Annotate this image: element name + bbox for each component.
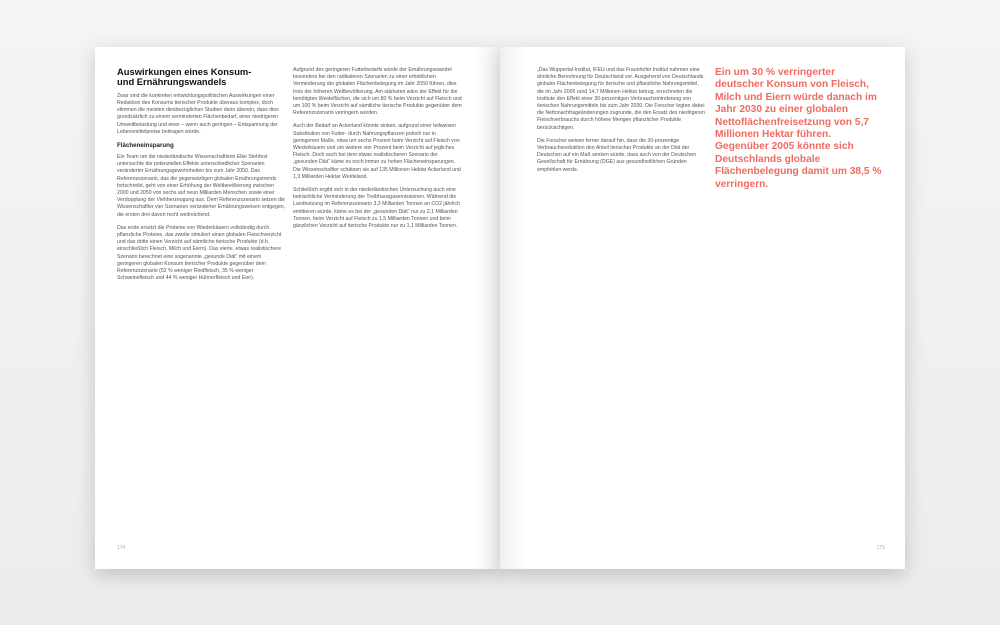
pull-quote: Ein um 30 % verringerter deutscher Konsum von Fleisch, Milch und Eiern würde danach im Jahr 2030 zu einer globalen Nettoflächenfreisetzung von 5,7 Millionen Hektar führen. Gegenüber 2005 könnte sich Deutschlands globale Flächenbelegung damit um 38,5 % verringern. [715, 67, 882, 190]
book-spread [95, 47, 905, 569]
page-number: 174 [117, 545, 126, 551]
gutter-shadow [500, 47, 528, 569]
paragraph: Auch der Bedarf an Ackerland könnte sinken, aufgrund einer teilweisen Substitution von Futter- durch Nahrungspflanzen jedoch nur in geringerem Maße, etwa um sechs Prozent beim Verzicht auf Fleisch von Wiederkäuern und um weitere vier Prozent beim Verzicht auf jegliches Fleisch. Doch auch bei dem etwas realistischeren Szenario der „gesunden Diät“ käme es noch immer zu hohen Flächeneinsparungen. Die Wissenschaftler schätzen sie auf 135 Millionen Hektar Ackerland und 1,3 Milliarden Hektar Weideland. [293, 123, 461, 180]
gutter-shadow [472, 47, 500, 569]
intro-paragraph: Zwar sind die konkreten entwicklungspolitischen Auswirkungen einer Reduktion des Konsums tierischer Produkte überaus komplex, doch stimmen die meisten diesbezüglichen Studien darin überein, dass dies grundsätzlich zu einem verminderten Flächenbedarf, einer niedrigeren Umweltbelastung und einer – wenn auch geringen – Entspannung der Lebensmittelpreise beitragen würde. [117, 92, 279, 135]
left-page [95, 47, 500, 569]
paragraph: „Das Wuppertal-Institut, IFEU und das Fraunhofer Institut nahmen eine ähnliche Berechnung für Deutschland vor. Ausgehend von Deutschlands globaler Flächenbelegung für tierische und pflanzliche Nahrungsmittel, die im Jahr 2005 rund 14,7 Millionen Hektar betrug, errechneten die Institute den Effekt einer 30-prozentigen Verbrauchsminderung von tierischen Nahrungsmitteln bis zum Jahr 2030. Die Forscher legten dabei die Nettonachfrageänderungen zugrunde, die den Ersatz des niedrigeren Fleischverbrauchs durch höhere Mengen pflanzlicher Produkte berücksichtigen. [537, 67, 705, 131]
left-column-2 [293, 67, 463, 236]
paragraph: Schließlich ergibt sich in der niederländischen Untersuchung auch eine beträchtliche Verminderung der Treibhausgasemissionen. Während die Landnutzung im Referenzszenario 3,3 Milliarden Tonnen an CO2 jährlich emittieren würde, käme es bei der „gesunden Diät“ nur zu 2,1 Milliarden Tonnen, beim Verzicht auf Fleisch zu 1,5 Milliarden Tonnen und beim gänzlichen Verzicht auf tierische Produkte nur zu 1,1 Milliarden Tonnen. [293, 187, 460, 230]
section-heading: Auswirkungen eines Konsum- und Ernährungswandels [117, 66, 252, 88]
page-number: 175 [876, 545, 885, 551]
right-column-2 [715, 67, 885, 197]
right-column-1 [537, 67, 707, 180]
left-column-1 [117, 67, 287, 288]
paragraph: Ein Team um die niederländische Wissenschaftlerin Elke Stehfest untersuchte die potenziellen Effekte unterschiedlicher Szenarien veränderter Ernährungsgewohnheiten bis zum Jahr 2050. Das Referenzszenario, das die gegenwärtigen globalen Ernährungstrends fortschreibt, geht von einer Erhöhung der Weltbevölkerung zwischen 2000 und 2050 von sechs auf neun Milliarden Menschen sowie einer Verdopplung der Viehherzeugung aus. Dem Referenzszenario setzen die Wissenschaftler vier Szenarien veränderter Ernährungsweisen entgegen, die ersten drei davon recht weitreichend. [117, 154, 286, 218]
paragraph: Die Forscher weisen ferner darauf hin, dass die 30-prozentige Verbrauchsreduktion den Anteil tierischer Produkte an der Diät der Deutschen auf ein Maß senken würde, dass auch von der Deutschen Gesellschaft für Ernährung (DGE) aus gesundheitlichen Gründen empfohlen werde. [537, 137, 696, 173]
paragraph: Das erste ersetzt die Proteine von Wiederkäuern vollständig durch pflanzliche Proteine, das zweite simuliert einen globalen Fleischverzicht und das dritte einen Verzicht auf sämtliche tierische Produkte (d.h. einschließlich Fleisch, Milch und Eiern). Das vierte, etwas realistischere Szenario berechnet eine sogenannte „gesunde Diät“ mit einem geringeren globalen Konsum tierischer Produkte gegenüber dem Referenzszenario (52 % weniger Rindfleisch, 35 % weniger Schweinefleisch und 44 % weniger Hühnerfleisch und Eier). [117, 224, 282, 282]
paragraph: Aufgrund des geringeren Futterbedarfs würde der Ernährungswandel besonders bei den radikaleren Szenarien zu einer erheblichen Verminderung der globalen Flächenbelegung im Jahr 2050 führen, dies trotz der höheren Weltbevölkerung. Am stärksten wäre der Effekt für die benötigten Weideflächen, die sich um 80 % beim Verzicht auf Fleisch und um 100 % beim Verzicht auf sämtliche tierische Produkte gegenüber dem Referenzszenario verringern würden. [293, 67, 462, 117]
right-page [500, 47, 905, 569]
subheading: Flächeneinsparung [117, 142, 174, 150]
